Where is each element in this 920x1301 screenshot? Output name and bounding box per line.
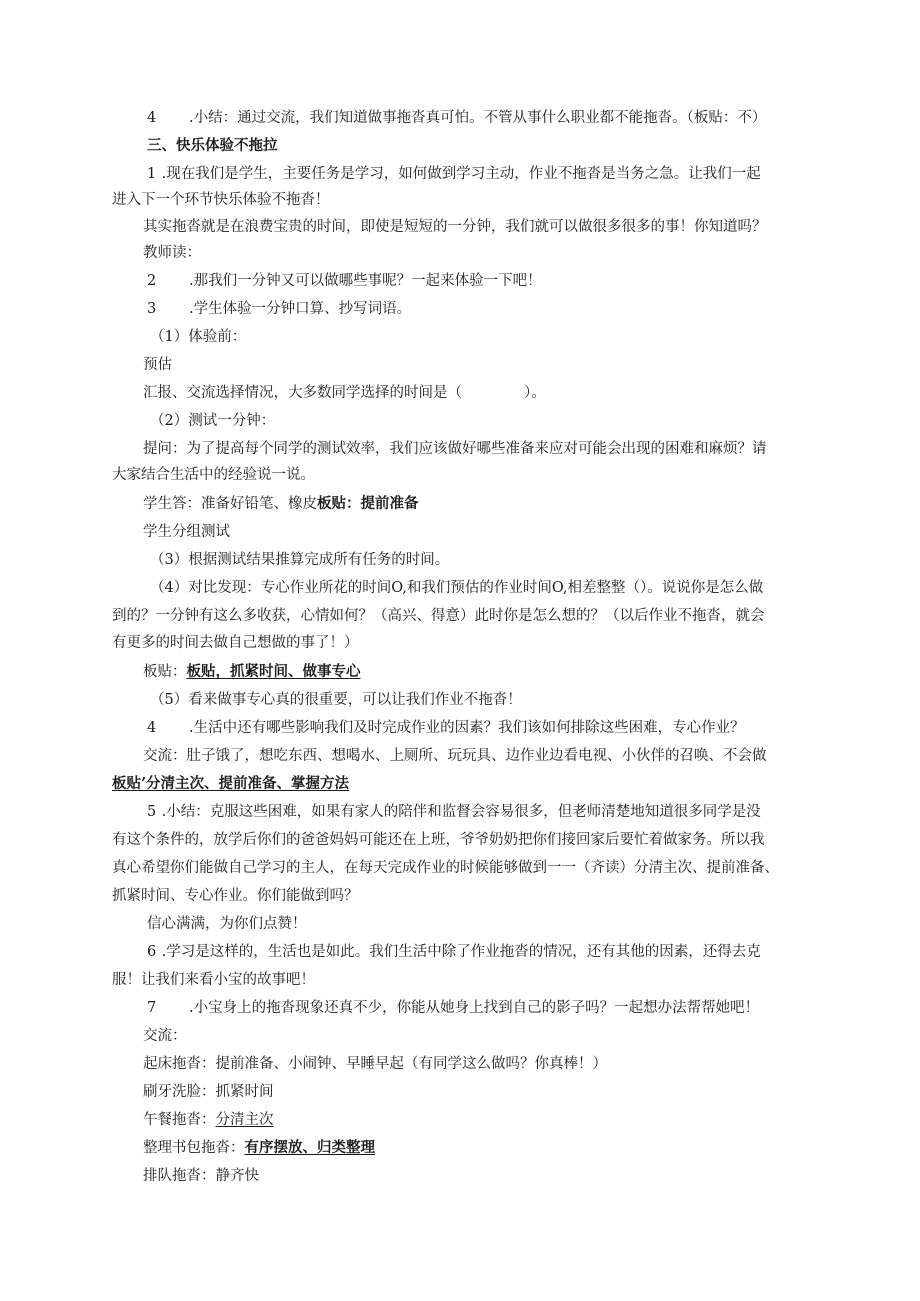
paragraph (143, 662, 361, 682)
line-text: .小结：通过交流，我们知道做事拖沓真可怕。不管从事什么职业都不能拖沓。（板贴：不） (189, 110, 767, 126)
line-text: 进入下一个环节快乐体验不拖沓！ (112, 192, 330, 208)
line-text: 排队拖沓：静齐快 (143, 1168, 259, 1184)
paragraph (150, 411, 275, 431)
line-text: 学生答：准备好铅笔、橡皮 (143, 496, 317, 512)
line-text: .学生体验一分钟口算、抄写词语。 (189, 301, 412, 317)
item-number: 2 (147, 273, 157, 289)
line-text: 信心满满，为你们点赞！ (147, 916, 307, 932)
paragraph (112, 830, 765, 850)
line-text: 板贴： (143, 664, 187, 680)
line-text: 刷牙洗脸：抓紧时间 (143, 1084, 274, 1100)
line-text: ）。 (524, 385, 546, 401)
item-number: 6 (147, 944, 157, 960)
paragraph (147, 802, 761, 822)
paragraph (112, 774, 349, 794)
paragraph (143, 1026, 187, 1046)
paragraph (112, 858, 779, 878)
paragraph (150, 550, 449, 570)
line-text: 提问：为了提高每个同学的测试效率，我们应该做好哪些准备来应对可能会出现的困难和麻烦？请 (143, 441, 767, 457)
paragraph (147, 998, 759, 1018)
line-text: 学生分组测试 (143, 524, 230, 540)
paragraph (147, 164, 761, 184)
line-text: 有更多的时间去做自己想做的事了！） (112, 635, 359, 651)
paragraph (112, 190, 330, 210)
paragraph (143, 1054, 607, 1074)
line-text: .小宝身上的拖沓现象还真不少，你能从她身上找到自己的影子吗？一起想办法帮帮她吧！ (189, 1000, 760, 1016)
paragraph (147, 271, 542, 291)
paragraph (143, 1082, 274, 1102)
line-text: 交流： (143, 1028, 187, 1044)
line-text: .那我们一分钟又可以做哪些事呢？一起来体验一下吧！ (189, 273, 542, 289)
paragraph (143, 522, 230, 542)
line-text: 汇报、交流选择情况，大多数同学选择的时间是（ (143, 385, 462, 401)
line-text: 午餐拖沓： (143, 1112, 216, 1128)
line-text: 服！让我们来看小宝的故事吧！ (112, 972, 315, 988)
line-text: （3）根据测试结果推算完成所有任务的时间。 (150, 552, 450, 568)
paragraph (112, 886, 359, 906)
paragraph (150, 690, 522, 710)
paragraph (147, 718, 745, 738)
paragraph (143, 383, 546, 403)
line-text: 整理书包拖沓： (143, 1140, 245, 1156)
paragraph (143, 1166, 259, 1186)
line-text: （4）对比发现：专心作业所花的时间O,和我们预估的作业时间O,相差整整（）。说说你是怎么做 (150, 580, 764, 596)
board-note: 板贴：提前准备 (317, 495, 419, 512)
paragraph (147, 942, 761, 962)
item-number: 4 (147, 720, 157, 736)
line-text: .小结：克服这些困难，如果有家人的陪伴和监督会容易很多，但老师清楚地知道很多同学是没 (161, 804, 761, 820)
paragraph (143, 746, 767, 766)
section-heading (147, 136, 278, 156)
line-text: 真心希望你们能做自己学习的主人，在每天完成作业的时候能够做到一一（齐读）分清主次、提前准备、 (112, 860, 779, 876)
line-text: 抓紧时间、专心作业。你们能做到吗？ (112, 888, 359, 904)
paragraph (143, 494, 419, 514)
paragraph (143, 1138, 375, 1158)
paragraph (112, 465, 315, 485)
board-note: 板贴，抓紧时间、做事专心 (186, 663, 361, 680)
paragraph (143, 439, 767, 459)
paragraph (112, 633, 359, 653)
line-text: （5）看来做事专心真的很重要，可以让我们作业不拖沓！ (150, 692, 522, 708)
board-note: 分清主次 (215, 1112, 274, 1128)
item-number: 5 (147, 804, 157, 820)
paragraph (143, 217, 767, 237)
paragraph (147, 108, 766, 128)
line-text: 交流：肚子饿了，想吃东西、想喝水、上厕所、玩玩具、边作业边看电视、小伙伴的召唤、不会做 (143, 748, 767, 764)
line-text: 其实拖沓就是在浪费宝贵的时间，即使是短短的一分钟，我们就可以做很多很多的事！你知道吗？ (143, 219, 767, 235)
item-number: 7 (147, 1000, 157, 1016)
paragraph (143, 355, 172, 375)
heading-text: 三、快乐体验不拖拉 (147, 137, 278, 154)
line-text: 有这个条件的，放学后你们的爸爸妈妈可能还在上班，爷爷奶奶把你们接回家后要忙着做家务。所以我 (112, 832, 765, 848)
board-note: 板贴’分清主次、提前准备、掌握方法 (112, 775, 350, 792)
line-text: 起床拖沓：提前准备、小闹钟、早睡早起（有同学这么做吗？你真棒！） (143, 1056, 607, 1072)
line-text: （1）体验前： (150, 329, 247, 345)
line-text: 预估 (143, 357, 172, 373)
paragraph (143, 1110, 274, 1130)
board-note: 有序摆放、归类整理 (244, 1139, 375, 1156)
line-text: .现在我们是学生，主要任务是学习，如何做到学习主动，作业不拖沓是当务之急。让我们一起 (161, 166, 761, 182)
line-text: .学习是这样的，生活也是如此。我们生活中除了作业拖沓的情况，还有其他的因素，还得去克 (161, 944, 761, 960)
item-number: 1 (147, 166, 157, 182)
paragraph (150, 578, 763, 598)
line-text: （2）测试一分钟： (150, 413, 276, 429)
line-text: 到的？一分钟有这么多收获，心情如何？（高兴、得意）此时你是怎么想的？（以后作业不拖沓，就会 (112, 608, 765, 624)
paragraph (147, 299, 411, 319)
item-number: 3 (147, 301, 157, 317)
paragraph (147, 914, 307, 934)
line-text: 教师读： (143, 245, 201, 261)
paragraph (112, 606, 765, 626)
line-text: 大家结合生活中的经验说一说。 (112, 467, 315, 483)
item-number: 4 (147, 110, 157, 126)
paragraph (143, 243, 201, 263)
line-text: .生活中还有哪些影响我们及时完成作业的因素？我们该如何排除这些困难，专心作业？ (189, 720, 745, 736)
paragraph (150, 327, 246, 347)
paragraph (112, 970, 315, 990)
